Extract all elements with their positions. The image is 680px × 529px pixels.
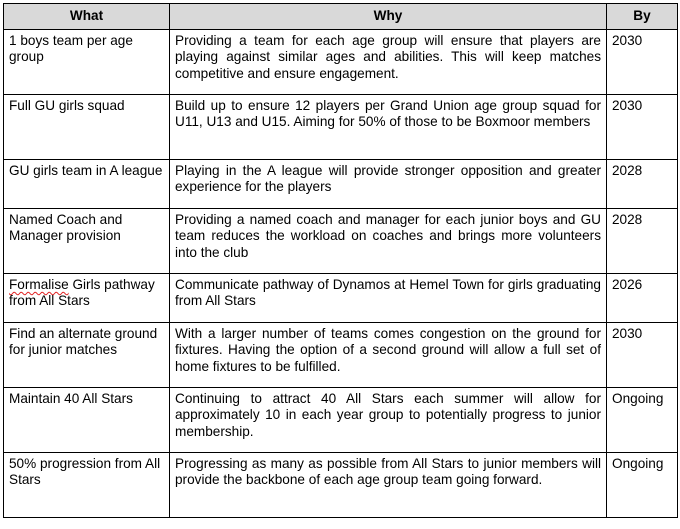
header-what: What bbox=[4, 4, 170, 30]
table-row bbox=[4, 388, 678, 453]
header-why: Why bbox=[170, 4, 607, 30]
cell-why: Continuing to attract 40 All Stars each summer will allow for approximately 10 in each year group to potentially progress to junior membership. bbox=[170, 388, 607, 453]
table-row bbox=[4, 95, 678, 160]
cell-by: 2030 bbox=[607, 30, 678, 95]
cell-why: Build up to ensure 12 players per Grand Union age group squad for U11, U13 and U15. Aiming for 50% of those to be Boxmoor members bbox=[170, 95, 607, 160]
spellcheck-word: Formalise bbox=[9, 277, 69, 292]
goals-table bbox=[3, 3, 678, 518]
cell-what: Maintain 40 All Stars bbox=[4, 388, 170, 453]
cell-why: Playing in the A league will provide stronger opposition and greater experience for the players bbox=[170, 160, 607, 209]
cell-what: 50% progression from All Stars bbox=[4, 453, 170, 518]
cell-by: Ongoing bbox=[607, 388, 678, 453]
table-row bbox=[4, 30, 678, 95]
cell-what: GU girls team in A league bbox=[4, 160, 170, 209]
cell-what: 1 boys team per age group bbox=[4, 30, 170, 95]
cell-what bbox=[4, 274, 170, 323]
table-row bbox=[4, 453, 678, 518]
cell-what: Named Coach and Manager provision bbox=[4, 209, 170, 274]
cell-why: Progressing as many as possible from All Stars to junior members will provide the backbone of each age group team going forward. bbox=[170, 453, 607, 518]
cell-by: 2028 bbox=[607, 160, 678, 209]
cell-what: Find an alternate ground for junior matches bbox=[4, 323, 170, 388]
cell-what: Full GU girls squad bbox=[4, 95, 170, 160]
cell-by: Ongoing bbox=[607, 453, 678, 518]
table-row bbox=[4, 323, 678, 388]
cell-by: 2030 bbox=[607, 323, 678, 388]
cell-by: 2028 bbox=[607, 209, 678, 274]
document-page bbox=[3, 3, 678, 518]
cell-why: Communicate pathway of Dynamos at Hemel Town for girls graduating from All Stars bbox=[170, 274, 607, 323]
cell-why: Providing a team for each age group will ensure that players are playing against similar ages and abilities. This will keep matches competitive and ensure engagement. bbox=[170, 30, 607, 95]
table-row bbox=[4, 160, 678, 209]
cell-what-rest: Girls pathway from All Stars bbox=[9, 277, 155, 309]
cell-why: Providing a named coach and manager for each junior boys and GU team reduces the workload on coaches and brings more volunteers into the club bbox=[170, 209, 607, 274]
header-by: By bbox=[607, 4, 678, 30]
header-row bbox=[4, 4, 678, 30]
cell-by: 2030 bbox=[607, 95, 678, 160]
table-row bbox=[4, 274, 678, 323]
table-row bbox=[4, 209, 678, 274]
cell-why: With a larger number of teams comes congestion on the ground for fixtures. Having the option of a second ground will allow a full set of home fixtures to be fulfilled. bbox=[170, 323, 607, 388]
cell-by: 2026 bbox=[607, 274, 678, 323]
